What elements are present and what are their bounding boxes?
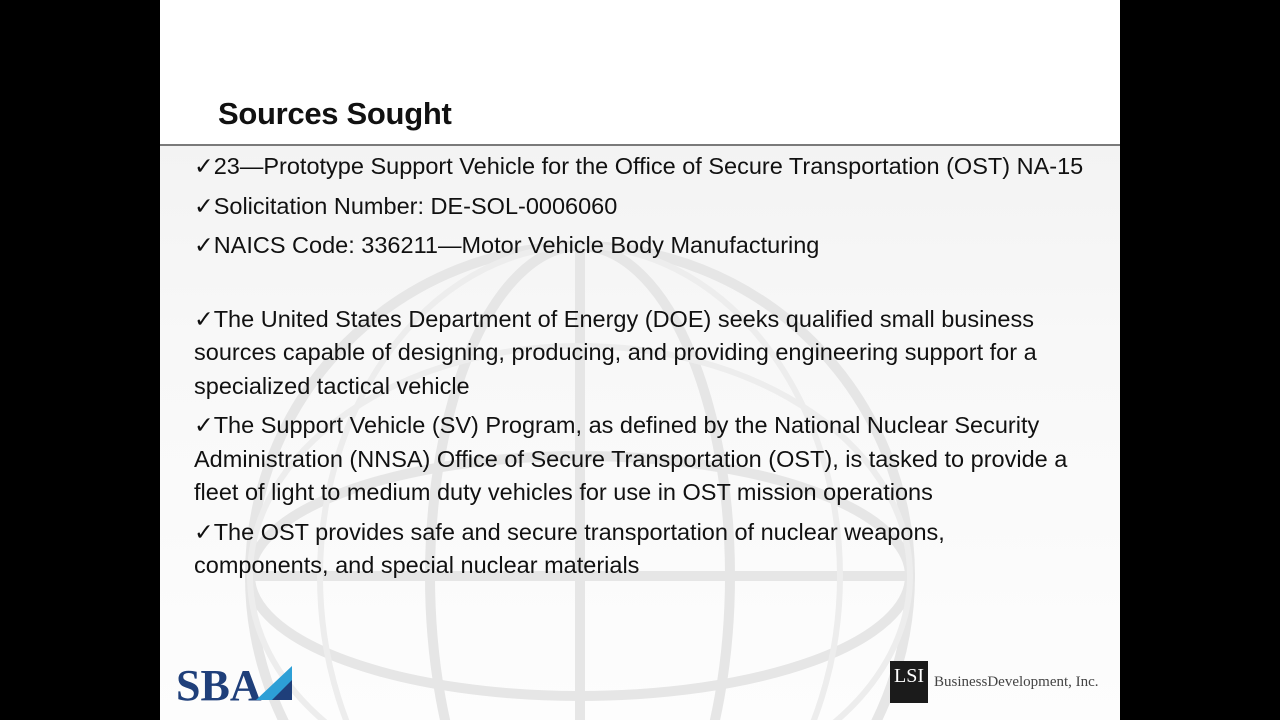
bullet-text: NAICS Code: 336211—Motor Vehicle Body Manufacturing	[213, 232, 820, 258]
bullet-text: The Support Vehicle (SV) Program, as defined by the National Nuclear Security Administration (NNSA) Office of Secure Transportation (OST), is tasked to provide a fleet of light to medium duty vehicles for use in OST mission operations	[194, 412, 1068, 505]
bullet-text: The United States Department of Energy (DOE) seeks qualified small business sources capable of designing, producing, and providing engineering support for a specialized tactical vehicle	[194, 305, 1037, 399]
sba-eagle-logo-icon	[176, 660, 292, 706]
bullet-text: The OST provides safe and secure transportation of nuclear weapons, components, and special nuclear materials	[194, 518, 945, 578]
bullet-item	[194, 229, 1084, 263]
slide	[160, 0, 1120, 720]
bullet-item	[194, 303, 1084, 404]
lsi-logo	[890, 660, 1099, 704]
checkmark-icon: ✓	[194, 153, 214, 179]
lsi-logo-mark: LSI	[890, 661, 928, 703]
bullet-item	[194, 409, 1084, 510]
checkmark-icon: ✓	[194, 192, 214, 219]
slide-title: Sources Sought	[218, 96, 452, 131]
sba-logo-text: SBA	[176, 661, 262, 706]
checkmark-icon: ✓	[194, 305, 214, 332]
lsi-company-name: BusinessDevelopment, Inc.	[934, 673, 1099, 690]
bullet-text: 23—Prototype Support Vehicle for the Office of Secure Transportation (OST) NA-15	[213, 153, 1084, 179]
bullet-text: Solicitation Number: DE-SOL-0006060	[213, 192, 618, 219]
checkmark-icon: ✓	[194, 518, 214, 545]
checkmark-icon: ✓	[194, 412, 214, 438]
title-divider	[160, 144, 1120, 146]
bullet-item	[194, 190, 1084, 224]
checkmark-icon: ✓	[194, 232, 214, 258]
bullet-item	[194, 150, 1084, 184]
bullet-list	[194, 150, 1084, 589]
sba-logo	[176, 660, 292, 706]
bullet-item	[194, 516, 1084, 583]
